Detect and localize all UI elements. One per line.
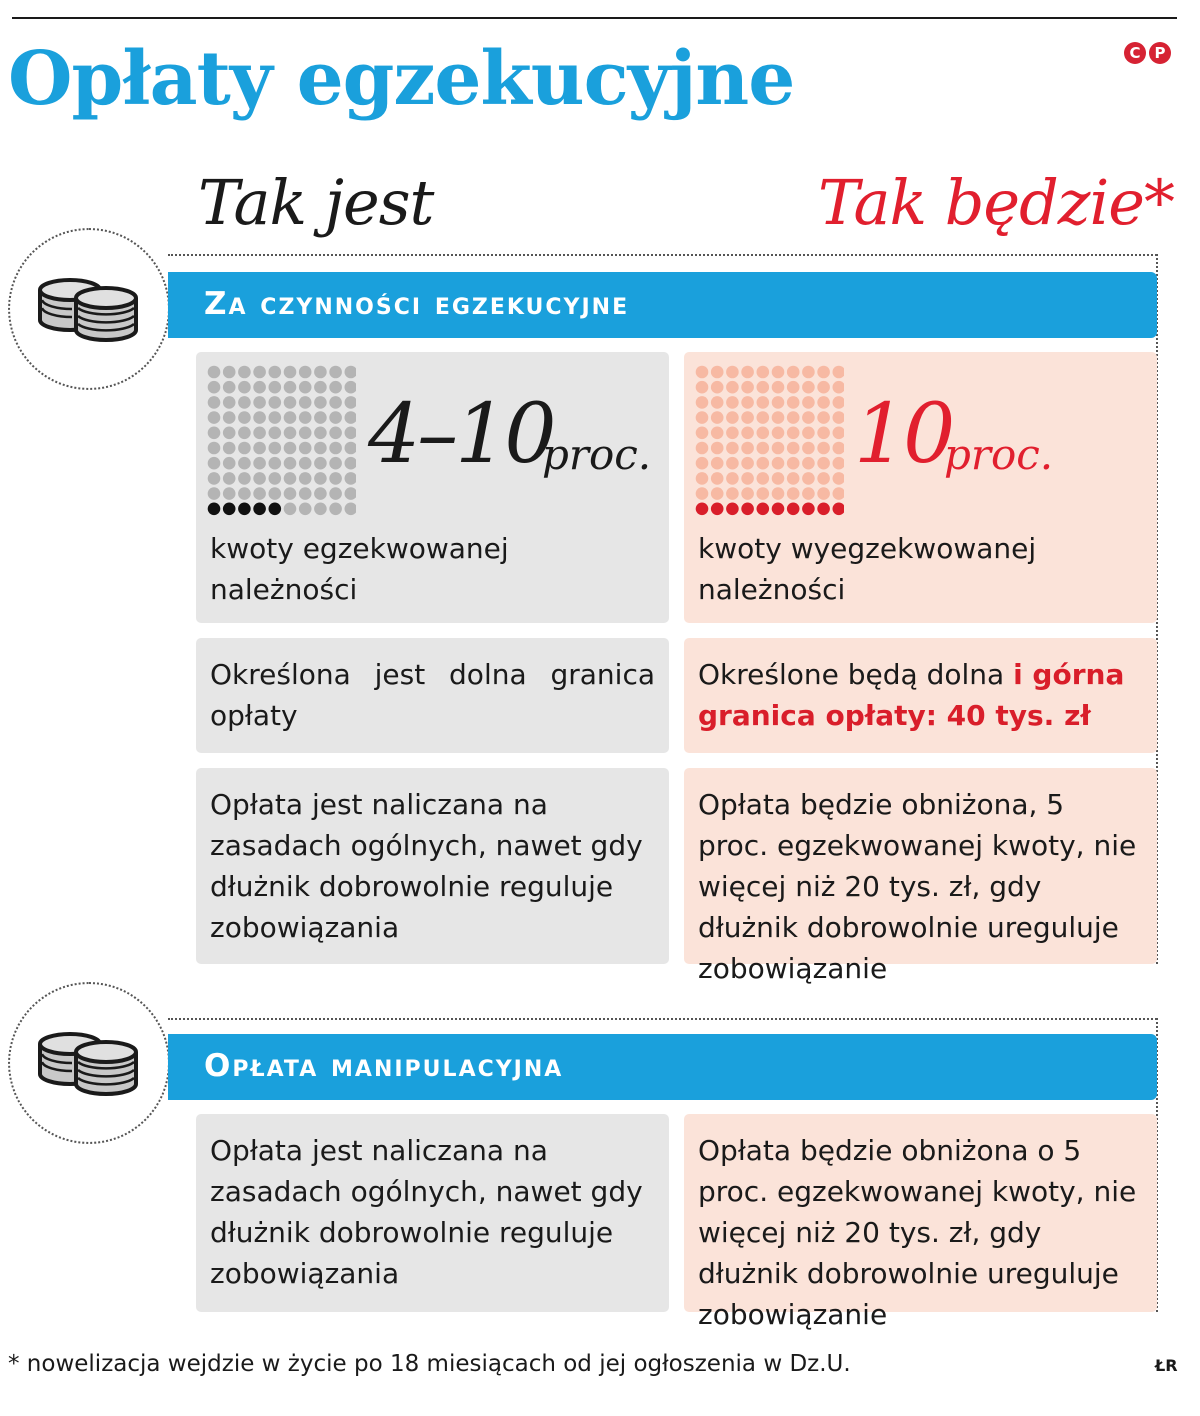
top-rule [12,17,1177,19]
dot [253,381,266,394]
dot-highlighted [772,503,785,516]
dot [726,396,739,409]
dot [711,427,724,440]
future-voluntary-cell [684,768,1157,985]
dot [299,472,312,485]
dot [757,487,770,500]
dot [772,442,785,455]
dot [833,457,845,470]
dot-highlighted [817,503,830,516]
dot [802,396,815,409]
now-limit-text: Określona jest dolna granica opłaty [210,658,655,732]
dot [238,442,251,455]
dot [208,442,221,455]
dot [329,503,342,516]
dot [253,457,266,470]
coins-icon [36,268,142,348]
dot [269,487,282,500]
dot-highlighted [833,503,845,516]
dot [833,442,845,455]
future-limit-cell [684,638,1157,753]
dot [741,427,754,440]
dot [711,396,724,409]
dot [314,381,327,394]
dot [741,411,754,424]
dot [802,381,815,394]
dot [269,411,282,424]
dot-highlighted [238,503,251,516]
dot [802,442,815,455]
dot [299,411,312,424]
dot [696,457,709,470]
dot [208,472,221,485]
dot [269,366,282,379]
section2-heading: Opłata manipulacyjna [204,1048,564,1084]
section1-coin-badge [8,228,170,390]
dot-highlighted [711,503,724,516]
dot [696,396,709,409]
dot [329,381,342,394]
dot [238,366,251,379]
section2-future-text: Opłata będzie obniżona o 5 proc. egzekwowanej kwoty, nie więcej niż 20 tys. zł, gdy dłużnik dobrowolnie ureguluje zobowiązanie [698,1134,1137,1331]
dot [757,472,770,485]
dot [314,487,327,500]
dot [726,427,739,440]
dot-highlighted [269,503,282,516]
dot [253,487,266,500]
dot [314,503,327,516]
dot [711,442,724,455]
dot-highlighted [696,503,709,516]
dot [833,366,845,379]
future-rate-cell [684,352,1157,623]
section2-future-cell [684,1114,1157,1331]
dot [802,487,815,500]
dot [772,366,785,379]
dot [223,442,236,455]
future-rate-unit: proc. [944,430,1054,479]
dot [223,411,236,424]
dot [208,411,221,424]
future-limit-plain: Określone będą dolna [698,658,1014,691]
dot [345,366,357,379]
dot [223,396,236,409]
dot [208,381,221,394]
dot [833,472,845,485]
dot [711,472,724,485]
dot [787,396,800,409]
now-rate-caption-line1: kwoty egzekwowanej [210,532,509,565]
dot [314,411,327,424]
dot [238,411,251,424]
dot [696,472,709,485]
dot [329,457,342,470]
dot [696,411,709,424]
dot [787,442,800,455]
dot [223,427,236,440]
dot [817,457,830,470]
dot [329,487,342,500]
dot [757,457,770,470]
dot [772,411,785,424]
dot [284,442,297,455]
dot [299,487,312,500]
dot-highlighted [726,503,739,516]
dot [208,457,221,470]
dot [741,457,754,470]
dot [329,411,342,424]
dot [802,427,815,440]
dot [314,472,327,485]
dot [741,396,754,409]
dot [772,472,785,485]
dot [817,381,830,394]
dot [726,442,739,455]
dot [284,396,297,409]
now-voluntary-cell [196,768,669,964]
now-limit-cell [196,638,669,753]
dot [802,366,815,379]
dot [726,472,739,485]
dot [757,411,770,424]
dot [284,457,297,470]
dot-highlighted [787,503,800,516]
dot-highlighted [741,503,754,516]
section2-coin-badge [8,982,170,1144]
dot [741,472,754,485]
dot [345,411,357,424]
dot [772,457,785,470]
copyright-c-icon: C [1124,42,1146,64]
section1-frame-top [168,254,1157,256]
coins-icon [36,1022,142,1102]
dot [345,442,357,455]
dot [345,457,357,470]
dot [696,427,709,440]
now-dot-grid [206,364,356,520]
copyright-p-icon: P [1149,42,1171,64]
dot [329,442,342,455]
dot [329,427,342,440]
dot [329,396,342,409]
dot [269,396,282,409]
dot [223,457,236,470]
dot [223,381,236,394]
dot [802,472,815,485]
dot [299,503,312,516]
dot [314,366,327,379]
dot [757,427,770,440]
dot [253,472,266,485]
dot [284,366,297,379]
now-rate-cell [196,352,669,623]
dot [345,487,357,500]
dot [726,411,739,424]
dot [817,472,830,485]
dot [741,381,754,394]
dot [208,427,221,440]
dot [299,457,312,470]
dot [299,381,312,394]
dot [696,442,709,455]
dot [284,381,297,394]
dot [817,487,830,500]
dot [345,503,357,516]
dot [345,381,357,394]
dot [787,366,800,379]
dot [787,457,800,470]
dot [817,396,830,409]
future-rate-number: 10 [854,387,953,482]
dot [833,381,845,394]
dot [314,396,327,409]
dot [757,442,770,455]
dot [314,457,327,470]
dot-highlighted [253,503,266,516]
now-rate-caption-line2: należności [210,573,358,606]
section1-heading: Za czynności egzekucyjne [204,286,630,322]
dot [757,381,770,394]
dot [802,457,815,470]
dot [772,381,785,394]
dot [253,442,266,455]
dot [833,427,845,440]
section2-heading-bar [168,1034,1157,1100]
dot [711,381,724,394]
dot [329,472,342,485]
dot [772,396,785,409]
now-voluntary-text: Opłata jest naliczana na zasadach ogólnych, nawet gdy dłużnik dobrowolnie reguluje zobowiązania [210,788,643,944]
dot [787,427,800,440]
author-initials: ŁR [1155,1356,1178,1375]
dot [772,427,785,440]
dot [711,487,724,500]
dot [787,411,800,424]
dot [269,381,282,394]
dot [253,366,266,379]
dot [329,366,342,379]
future-limit-highlight: i górna granica opłaty: 40 tys. zł [698,658,1125,732]
dot [253,396,266,409]
footnote: * nowelizacja wejdzie w życie po 18 miesiącach od jej ogłoszenia w Dz.U. [8,1351,851,1377]
page-title: Opłaty egzekucyjne [8,36,795,122]
dot [299,396,312,409]
dot [269,472,282,485]
dot [726,381,739,394]
dot [711,411,724,424]
column-header-future: Tak będzie* [817,166,1174,239]
dot [299,427,312,440]
dot [238,396,251,409]
section2-frame-top [168,1018,1157,1020]
dot [833,396,845,409]
column-header-now: Tak jest [198,166,434,239]
dot [253,427,266,440]
future-rate-caption-line2: należności [698,573,846,606]
future-rate-caption [698,528,1143,610]
now-rate-caption [210,528,655,610]
now-rate-unit: proc. [542,430,652,479]
section2-now-text: Opłata jest naliczana na zasadach ogólnych, nawet gdy dłużnik dobrowolnie reguluje zobowiązania [210,1134,643,1290]
dot [208,396,221,409]
dot [269,442,282,455]
dot [223,472,236,485]
now-rate-number: 4–10 [368,387,554,482]
dot [314,442,327,455]
dot-highlighted [802,503,815,516]
dot [208,487,221,500]
future-dot-grid [694,364,844,520]
dot [345,472,357,485]
dot [833,487,845,500]
section2-now-cell [196,1114,669,1312]
dot [757,366,770,379]
dot [787,472,800,485]
dot [284,427,297,440]
dot [238,487,251,500]
dot [787,381,800,394]
dot [299,442,312,455]
dot [711,457,724,470]
section1-heading-bar [168,272,1157,338]
dot-highlighted [208,503,221,516]
dot [253,411,266,424]
dot [284,472,297,485]
dot [238,427,251,440]
dot [238,381,251,394]
dot [238,472,251,485]
dot [741,487,754,500]
dot [314,427,327,440]
dot [757,396,770,409]
dot [299,366,312,379]
dot-highlighted [757,503,770,516]
dot [223,366,236,379]
dot [726,366,739,379]
dot [817,442,830,455]
dot [802,411,815,424]
dot [726,457,739,470]
future-limit-text [698,654,1143,736]
dot [817,427,830,440]
dot [817,366,830,379]
dot-highlighted [223,503,236,516]
dot [284,487,297,500]
dot [284,503,297,516]
dot [696,381,709,394]
dot [696,487,709,500]
dot [345,427,357,440]
dot [223,487,236,500]
dot [284,411,297,424]
copyright-badge [1124,42,1171,64]
future-rate-caption-line1: kwoty wyegzekwowanej [698,532,1037,565]
dot [696,366,709,379]
dot [208,366,221,379]
dot [726,487,739,500]
dot [772,487,785,500]
dot [787,487,800,500]
dot [833,411,845,424]
dot [269,457,282,470]
dot [817,411,830,424]
dot [741,366,754,379]
dot [711,366,724,379]
dot [269,427,282,440]
dot [741,442,754,455]
dot [238,457,251,470]
future-voluntary-text: Opłata będzie obniżona, 5 proc. egzekwowanej kwoty, nie więcej niż 20 tys. zł, gdy dłużnik dobrowolnie ureguluje zobowiązanie [698,788,1137,985]
dot [345,396,357,409]
